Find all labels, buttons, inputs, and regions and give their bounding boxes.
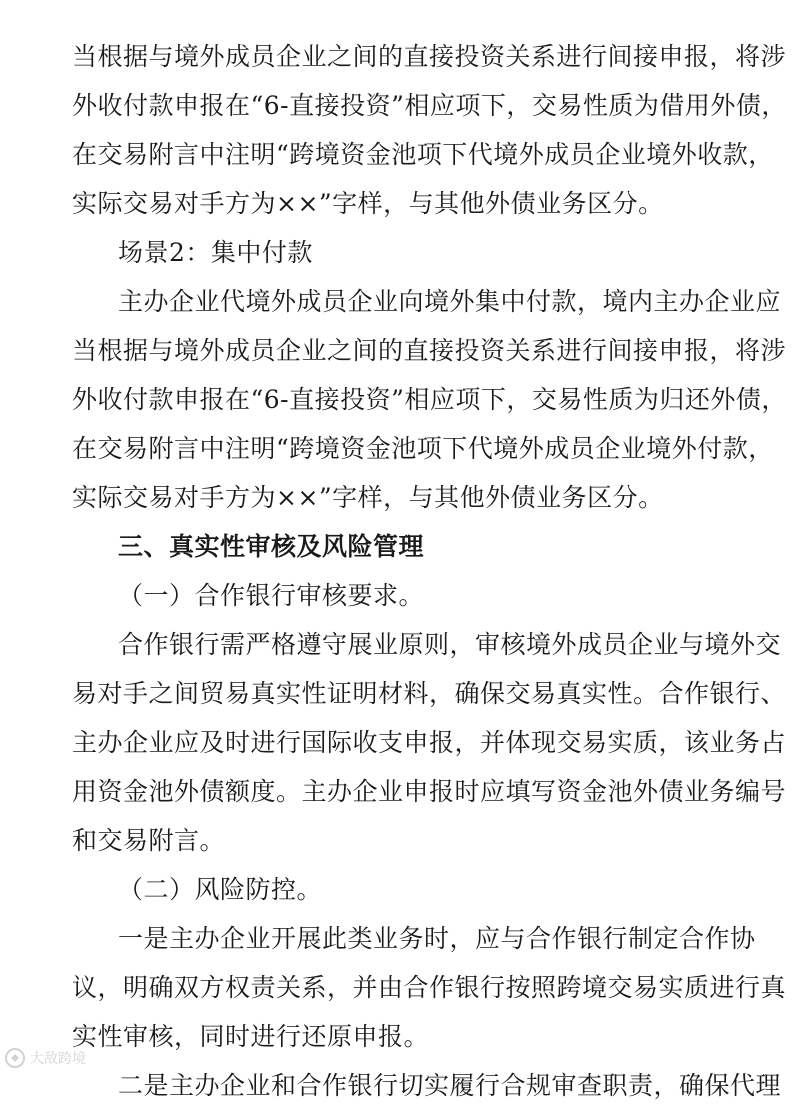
- text-line: 主办企业代境外成员企业向境外集中付款，境内主办企业应: [118, 287, 782, 316]
- text-line: 当根据与境外成员企业之间的直接投资关系进行间接申报，将涉: [72, 336, 787, 365]
- text-line: 议，明确双方权责关系，并由合作银行按照跨境交易实质进行真: [72, 973, 787, 1002]
- text-line: 合作银行需严格遵守展业原则，审核境外成员企业与境外交: [118, 630, 782, 659]
- text-line: 主办企业应及时进行国际收支申报，并体现交易实质，该业务占: [72, 728, 787, 757]
- section-heading: 三、真实性审核及风险管理: [118, 532, 425, 561]
- watermark-text: 大敌跨境: [30, 1051, 86, 1067]
- subsection-heading: （二）风险防控。: [118, 875, 323, 904]
- text-line: 二是主办企业和合作银行切实履行合规审查职责，确保代理: [118, 1071, 782, 1100]
- text-line: 外收付款申报在“6-直接投资”相应项下，交易性质为借用外债，: [72, 91, 787, 120]
- text-line: 易对手之间贸易真实性证明材料，确保交易真实性。合作银行、: [72, 679, 787, 708]
- text-line: 用资金池外债额度。主办企业申报时应填写资金池外债业务编号: [72, 777, 787, 806]
- text-line: 实际交易对手方为××”字样，与其他外债业务区分。: [72, 483, 664, 512]
- text-line: 一是主办企业开展此类业务时，应与合作银行制定合作协: [118, 924, 756, 953]
- logo-icon: [4, 1047, 26, 1069]
- text-line: 实性审核，同时进行还原申报。: [72, 1022, 430, 1051]
- text-line: 在交易附言中注明“跨境资金池项下代境外成员企业境外付款，: [72, 434, 774, 463]
- subsection-heading: （一）合作银行审核要求。: [118, 581, 425, 610]
- text-line: 在交易附言中注明“跨境资金池项下代境外成员企业境外收款，: [72, 140, 774, 169]
- text-line: 和交易附言。: [72, 826, 226, 855]
- text-line: 实际交易对手方为××”字样，与其他外债业务区分。: [72, 189, 664, 218]
- scene-heading: 场景2：集中付款: [118, 238, 313, 267]
- watermark: [4, 1044, 86, 1072]
- text-line: 外收付款申报在“6-直接投资”相应项下，交易性质为归还外债，: [72, 385, 787, 414]
- text-line: 当根据与境外成员企业之间的直接投资关系进行间接申报，将涉: [72, 42, 787, 71]
